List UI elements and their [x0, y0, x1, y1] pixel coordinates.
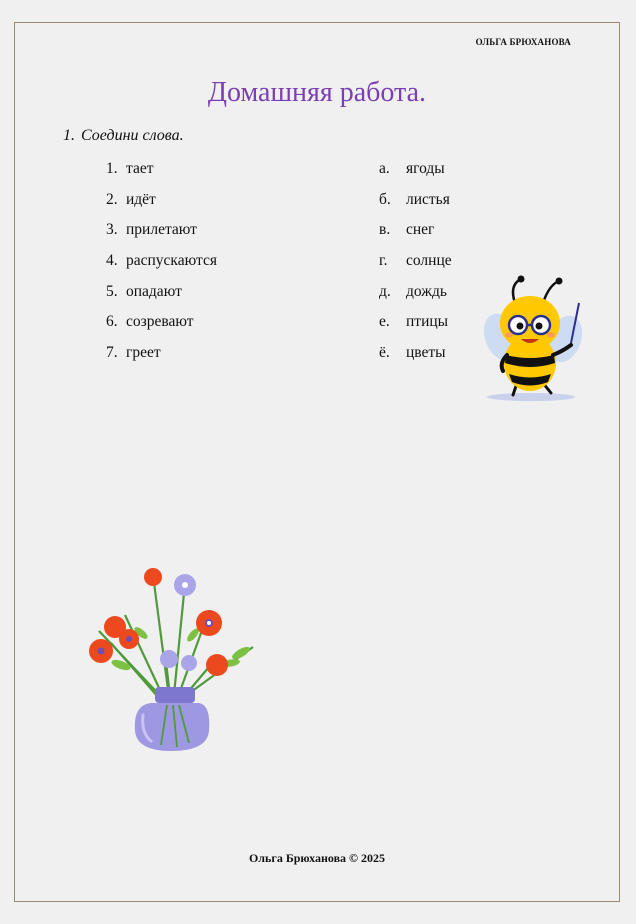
item-word: цветы [406, 344, 446, 362]
task-number: 1. [63, 127, 75, 144]
right-word-list [379, 154, 452, 369]
page-title: Домашняя работа. [207, 77, 427, 108]
right-list-item [379, 154, 452, 185]
item-word: солнце [406, 252, 452, 270]
item-word: листья [406, 190, 450, 208]
left-list-item [106, 246, 217, 277]
item-index: 2. [106, 190, 118, 208]
item-word: созревают [126, 313, 194, 331]
item-index: а. [379, 160, 390, 177]
task-heading [63, 127, 184, 145]
footer-copyright: Ольга Брюханова © 2025 [248, 851, 386, 865]
item-index: 3. [106, 221, 118, 239]
bee-illustration [473, 259, 585, 403]
task-text: Соедини слова. [81, 127, 184, 144]
item-word: прилетают [126, 221, 197, 239]
item-word: дождь [406, 282, 447, 300]
item-word: тает [126, 160, 154, 177]
left-list-item [106, 185, 217, 216]
header-author: ОЛЬГА БРЮХАНОВА [475, 37, 571, 47]
item-index: 6. [106, 313, 118, 331]
right-list-item [379, 307, 452, 338]
item-index: г. [379, 252, 388, 270]
left-list-item [106, 154, 217, 185]
right-list-item [379, 215, 452, 246]
right-list-item [379, 338, 452, 369]
item-index: е. [379, 313, 390, 331]
right-list-item [379, 185, 452, 216]
worksheet-page [14, 22, 620, 902]
left-list-item [106, 215, 217, 246]
item-word: распускаются [126, 252, 217, 270]
left-list-item [106, 338, 217, 369]
item-index: 5. [106, 282, 118, 300]
item-index: 7. [106, 344, 118, 362]
item-word: ягоды [406, 160, 445, 177]
item-index: 1. [106, 160, 118, 177]
item-word: греет [126, 344, 161, 362]
right-list-item [379, 277, 452, 308]
item-word: снег [406, 221, 435, 239]
item-index: д. [379, 282, 391, 300]
left-word-list [106, 154, 217, 369]
left-list-item [106, 277, 217, 308]
item-index: ё. [379, 344, 390, 362]
flower-vase-illustration [81, 555, 259, 751]
item-index: в. [379, 221, 391, 239]
item-word: опадают [126, 282, 182, 300]
left-list-item [106, 307, 217, 338]
item-index: 4. [106, 252, 118, 270]
item-word: идёт [126, 190, 156, 208]
right-list-item [379, 246, 452, 277]
item-index: б. [379, 190, 391, 208]
item-word: птицы [406, 313, 449, 331]
